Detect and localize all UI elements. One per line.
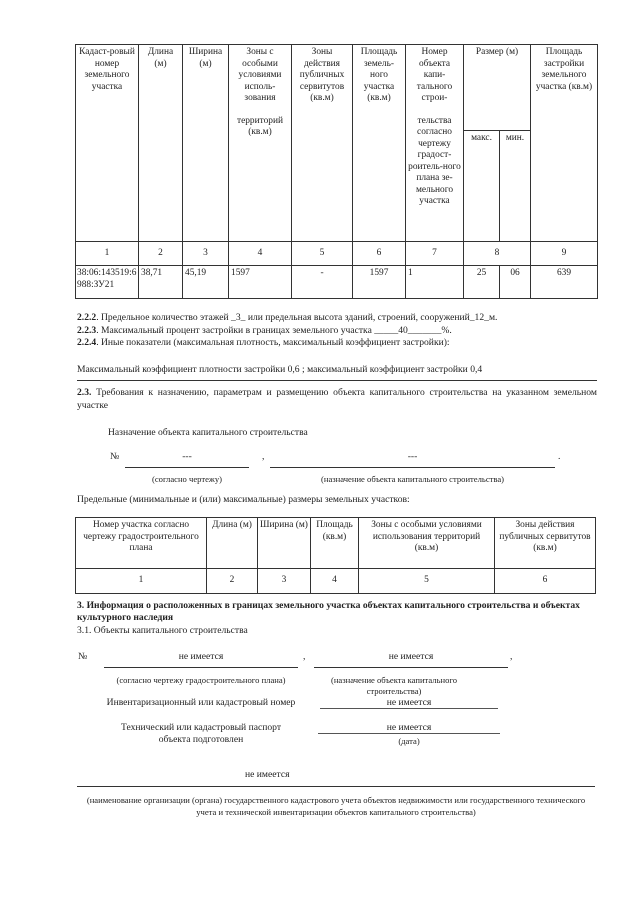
coefficient-text: Максимальный коэффициент плотности застройки 0,6 ; максимальный коэффициент застройки 0,4 (77, 364, 483, 375)
underline (125, 467, 249, 468)
comma: , (262, 451, 265, 462)
header-building-area: Площадь застройки земельного участка (кв.м) (531, 45, 598, 242)
inventory-label: Инвентаризационный или кадастровый номер (106, 697, 296, 708)
col-number: 1 (76, 569, 207, 594)
comma: , (303, 651, 306, 662)
col-number: 9 (531, 242, 598, 266)
caption-organization: (наименование организации (органа) государственного кадастрового учета объектов недвижимости или государственного технического учета и технической инвентаризации объектов капитального строительства) (86, 795, 586, 817)
object-purpose-value: не имеется (388, 651, 434, 662)
underline (77, 786, 595, 787)
col-number: 4 (229, 242, 292, 266)
header-max: макс. (464, 131, 500, 242)
header-text: Номер объекта капи-тального строи- (416, 47, 453, 103)
section-2-3 (77, 386, 597, 412)
header-min: мин. (500, 131, 531, 242)
cell-min: 06 (500, 266, 531, 299)
section-text: Требования к назначению, параметрам и размещению объекта капитального строительства на указанном земельном участке (77, 387, 597, 411)
other-text: . Иные показатели (максимальная плотность, максимальный коэффициент застройки): (96, 337, 450, 348)
params-block (77, 312, 597, 350)
cell-width: 45,19 (183, 266, 229, 299)
cell-area: 1597 (353, 266, 406, 299)
col-number: 6 (353, 242, 406, 266)
caption-drawing: (согласно чертежу градостроительного плана) (116, 675, 286, 685)
header-text: Зоны с особыми условиями исполь-зования (238, 47, 282, 103)
purpose-label: Назначение объекта капитального строительства (108, 427, 308, 438)
caption-date: (дата) (398, 736, 420, 746)
cell-max: 25 (464, 266, 500, 299)
other-line (77, 337, 597, 350)
header-plot-number: Номер участка согласно чертежу градостроительного плана (76, 518, 207, 569)
col-number: 5 (359, 569, 495, 594)
number-sign: № (110, 451, 120, 462)
section-3-heading: 3. Информация о расположенных в границах земельного участка объектах капитального строительства и объектах культурного наследия (77, 600, 580, 623)
inventory-value: не имеется (320, 697, 498, 709)
col-number: 6 (495, 569, 596, 594)
underline (270, 467, 555, 468)
col-number: 4 (311, 569, 359, 594)
header-plot-area: Площадь земель-ного участка (кв.м) (353, 45, 406, 242)
divider (77, 380, 597, 381)
col-number: 3 (258, 569, 311, 594)
percent-text: . Максимальный процент застройки в границах земельного участка _____40_______%. (96, 324, 452, 336)
plot-size-table (75, 517, 596, 594)
cell-cadastral: 38:06:143519:6988:ЗУ21 (76, 266, 139, 299)
floors-text: . Предельное количество этажей _3_ или предельная высота зданий, строений, сооружений_12_м. (96, 312, 498, 323)
section-number: 2.2.2 (77, 312, 97, 323)
object-number-value: не имеется (178, 651, 224, 662)
comma: , (510, 651, 513, 662)
col-number: 3 (183, 242, 229, 266)
header-cadastral: Кадаст-ровый номер земельного участка (76, 45, 139, 242)
table-row (76, 266, 598, 299)
header-length: Длина (м) (207, 518, 258, 569)
underline (314, 667, 508, 668)
header-size: Размер (м) (464, 45, 531, 131)
col-number: 7 (406, 242, 464, 266)
col-number: 2 (207, 569, 258, 594)
col-number: 5 (292, 242, 353, 266)
cell-zones: 1597 (229, 266, 292, 299)
header-text: тельства согласно чертежу градост-роитель-ного плана зе-мельного участка (408, 115, 461, 206)
caption-purpose: (назначение объекта капитального строительства) (320, 474, 505, 484)
cell-length: 38,71 (139, 266, 183, 299)
number-sign: № (78, 651, 88, 662)
land-plot-table (75, 44, 598, 299)
header-easements: Зоны действия публичных сервитутов (кв.м) (495, 518, 596, 569)
caption-drawing: (согласно чертежу) (151, 474, 222, 484)
header-special-zones (229, 45, 292, 242)
header-special-zones: Зоны с особыми условиями использования территорий (кв.м) (359, 518, 495, 569)
section-number: 2.3. (77, 387, 92, 398)
dot: . (558, 451, 561, 462)
header-text: территорий (кв.м) (236, 115, 284, 137)
header-width: Ширина (м) (258, 518, 311, 569)
drawing-number-value: --- (182, 451, 192, 462)
col-number: 2 (139, 242, 183, 266)
floors-line (77, 312, 597, 325)
section-number: 2.2.3 (77, 324, 97, 336)
header-width: Ширина (м) (183, 45, 229, 242)
header-area: Площадь (кв.м) (311, 518, 359, 569)
purpose-value: --- (407, 451, 418, 462)
cell-easements: - (292, 266, 353, 299)
passport-label: Технический или кадастровый паспорт объекта подготовлен (120, 722, 282, 745)
cell-object-number: 1 (406, 266, 464, 299)
organization-value: не имеется (245, 769, 290, 780)
section-number: 2.2.4 (77, 337, 97, 348)
limits-label: Предельные (минимальные и (или) максимальные) размеры земельных участков: (77, 494, 410, 505)
col-number: 8 (464, 242, 531, 266)
section-3-1-heading: 3.1. Объекты капитального строительства (77, 625, 248, 636)
passport-value: не имеется (318, 722, 500, 734)
header-easements: Зоны действия публичных сервитутов (кв.м) (292, 45, 353, 242)
col-number: 1 (76, 242, 139, 266)
header-length: Длина (м) (139, 45, 183, 242)
percent-line (77, 325, 597, 338)
cell-building-area: 639 (531, 266, 598, 299)
underline (104, 667, 298, 668)
caption-purpose: (назначение объекта капитального строительства) (330, 675, 458, 696)
header-object-number (406, 45, 464, 242)
